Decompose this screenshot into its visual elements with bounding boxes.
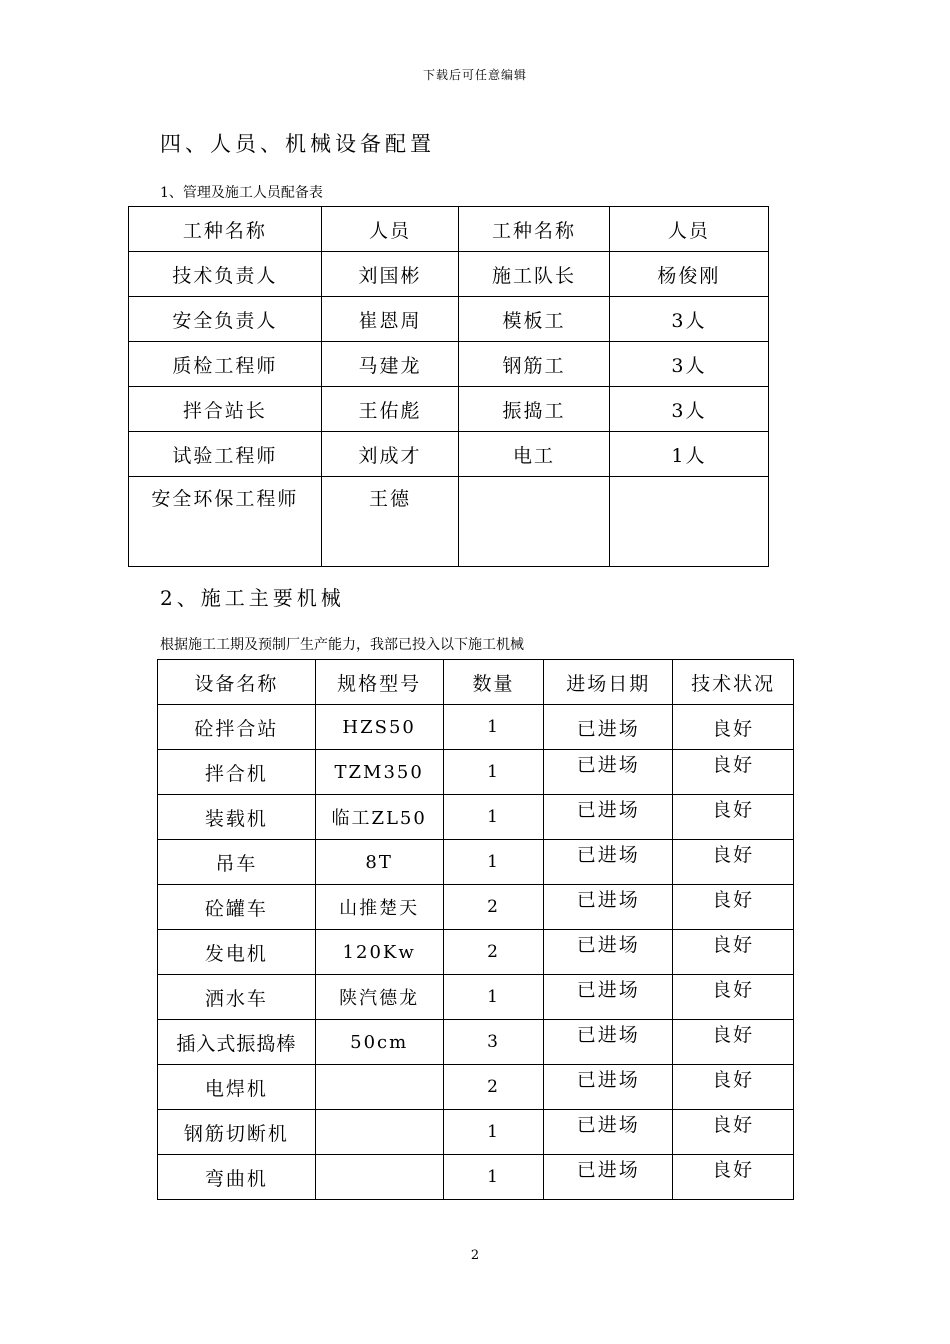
table-cell — [315, 1155, 443, 1200]
table-cell — [315, 1110, 443, 1155]
table-row — [129, 297, 769, 342]
table-cell: 良好 — [673, 750, 794, 795]
machine-intro: 根据施工工期及预制厂生产能力，我部已投入以下施工机械 — [160, 637, 524, 653]
table-cell: 8T — [315, 840, 443, 885]
table-row — [129, 477, 769, 567]
table-cell: 2 — [443, 930, 544, 975]
table-cell: 已进场 — [544, 750, 673, 795]
table-cell: 1 — [443, 1155, 544, 1200]
table-cell: 良好 — [673, 705, 794, 750]
table-cell: 模板工 — [459, 297, 610, 342]
header-cell: 规格型号 — [315, 660, 443, 705]
table-cell: 1 — [443, 1110, 544, 1155]
table-cell: 1 — [443, 975, 544, 1020]
table-row — [158, 885, 794, 930]
table-cell: 已进场 — [544, 1020, 673, 1065]
table-cell: 1 — [443, 840, 544, 885]
page-number: 2 — [470, 1248, 480, 1263]
table-cell: 3人 — [609, 297, 768, 342]
table-cell: 1人 — [609, 432, 768, 477]
table-cell: 已进场 — [544, 795, 673, 840]
table-cell: 50cm — [315, 1020, 443, 1065]
staff-table — [128, 206, 769, 567]
table-cell: 杨俊刚 — [609, 252, 768, 297]
table-header-row — [129, 207, 769, 252]
table-cell: 良好 — [673, 1065, 794, 1110]
table-cell: 安全负责人 — [129, 297, 322, 342]
table-cell: 钢筋切断机 — [158, 1110, 316, 1155]
table-cell: 良好 — [673, 1110, 794, 1155]
table-cell: 发电机 — [158, 930, 316, 975]
table-header-row — [158, 660, 794, 705]
table-cell: 良好 — [673, 795, 794, 840]
table-cell: 临工ZL50 — [315, 795, 443, 840]
table-row — [158, 840, 794, 885]
table-row — [158, 930, 794, 975]
table-cell: 王佑彪 — [321, 387, 458, 432]
table-cell: 1 — [443, 705, 544, 750]
table-cell: 良好 — [673, 885, 794, 930]
table-cell: 施工队长 — [459, 252, 610, 297]
header-cell: 技术状况 — [673, 660, 794, 705]
machine-section-title: 2、施工主要机械 — [160, 586, 345, 610]
table-row — [158, 975, 794, 1020]
table-cell: 良好 — [673, 840, 794, 885]
staff-table-title: 1、管理及施工人员配备表 — [160, 185, 323, 201]
table-cell: 2 — [443, 885, 544, 930]
table-cell: 电工 — [459, 432, 610, 477]
header-cell: 人员 — [321, 207, 458, 252]
table-cell: 刘成才 — [321, 432, 458, 477]
table-row — [158, 1110, 794, 1155]
table-cell: 山推楚天 — [315, 885, 443, 930]
table-cell: 2 — [443, 1065, 544, 1110]
table-cell: 王德 — [321, 477, 458, 567]
table-cell: 砼拌合站 — [158, 705, 316, 750]
header-cell: 进场日期 — [544, 660, 673, 705]
table-cell: 3 — [443, 1020, 544, 1065]
table-cell: 已进场 — [544, 975, 673, 1020]
table-cell: 装载机 — [158, 795, 316, 840]
header-cell: 数量 — [443, 660, 544, 705]
table-cell: 崔恩周 — [321, 297, 458, 342]
table-cell: TZM350 — [315, 750, 443, 795]
table-cell: 振捣工 — [459, 387, 610, 432]
table-cell: 良好 — [673, 1020, 794, 1065]
table-row — [158, 1020, 794, 1065]
table-cell: 电焊机 — [158, 1065, 316, 1110]
table-cell: 已进场 — [544, 840, 673, 885]
table-cell: 弯曲机 — [158, 1155, 316, 1200]
table-cell: 质检工程师 — [129, 342, 322, 387]
table-cell: 3人 — [609, 387, 768, 432]
table-row — [158, 795, 794, 840]
header-cell: 工种名称 — [129, 207, 322, 252]
table-cell: 拌合机 — [158, 750, 316, 795]
table-cell: 已进场 — [544, 1110, 673, 1155]
table-cell: HZS50 — [315, 705, 443, 750]
table-cell: 良好 — [673, 1155, 794, 1200]
table-cell: 技术负责人 — [129, 252, 322, 297]
table-row — [158, 1155, 794, 1200]
table-cell: 安全环保工程师 — [129, 477, 322, 567]
table-row — [158, 1065, 794, 1110]
table-row — [129, 342, 769, 387]
section-title: 四、人员、机械设备配置 — [160, 132, 435, 156]
table-row — [129, 432, 769, 477]
table-cell: 已进场 — [544, 705, 673, 750]
table-cell: 120Kw — [315, 930, 443, 975]
table-cell: 已进场 — [544, 930, 673, 975]
table-cell: 已进场 — [544, 1065, 673, 1110]
table-cell: 3人 — [609, 342, 768, 387]
table-cell: 已进场 — [544, 1155, 673, 1200]
table-row — [129, 252, 769, 297]
header-note: 下载后可任意编辑 — [422, 68, 527, 82]
header-cell: 人员 — [609, 207, 768, 252]
table-cell: 陕汽德龙 — [315, 975, 443, 1020]
table-cell: 已进场 — [544, 885, 673, 930]
table-cell: 洒水车 — [158, 975, 316, 1020]
header-cell: 设备名称 — [158, 660, 316, 705]
table-row — [158, 750, 794, 795]
table-cell: 1 — [443, 750, 544, 795]
table-cell: 插入式振捣棒 — [158, 1020, 316, 1065]
table-cell: 良好 — [673, 930, 794, 975]
table-cell: 刘国彬 — [321, 252, 458, 297]
table-cell: 钢筋工 — [459, 342, 610, 387]
table-row — [129, 387, 769, 432]
table-cell: 吊车 — [158, 840, 316, 885]
machine-table — [157, 659, 794, 1200]
table-cell: 拌合站长 — [129, 387, 322, 432]
header-cell: 工种名称 — [459, 207, 610, 252]
table-cell: 马建龙 — [321, 342, 458, 387]
table-cell: 砼罐车 — [158, 885, 316, 930]
table-cell: 良好 — [673, 975, 794, 1020]
table-cell — [459, 477, 610, 567]
table-cell: 试验工程师 — [129, 432, 322, 477]
table-cell — [609, 477, 768, 567]
table-row — [158, 705, 794, 750]
table-cell: 1 — [443, 795, 544, 840]
table-cell — [315, 1065, 443, 1110]
